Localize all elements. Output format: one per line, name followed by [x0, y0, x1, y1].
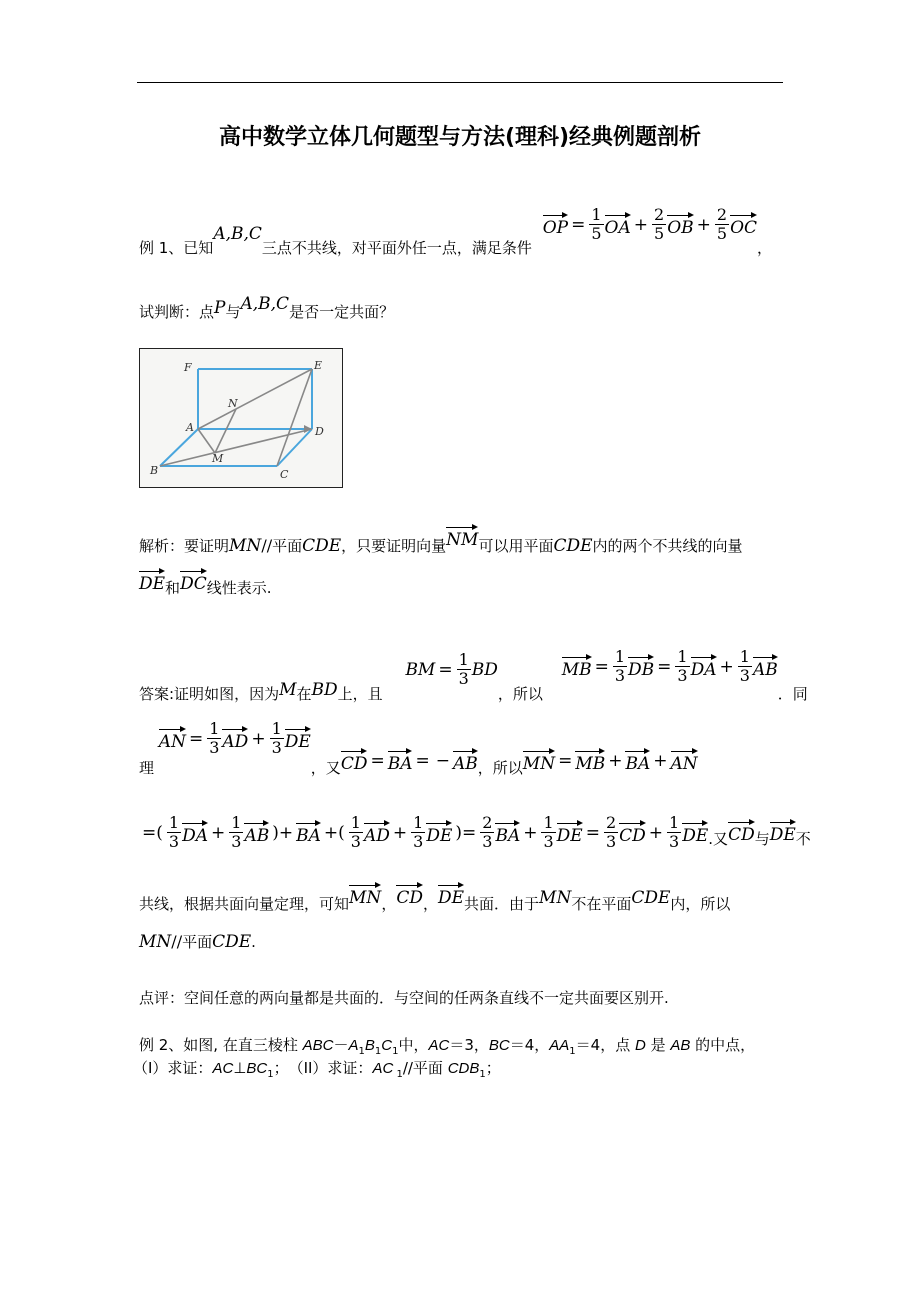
page-title: 高中数学立体几何题型与方法(理科)经典例题剖析 [218, 125, 702, 150]
line-am [198, 429, 215, 453]
example-1-question: 试判断：点P与A,B,C是否一定共面？ [139, 294, 395, 321]
answer-line-3: =( $\frac{1}{3}$ DA + $\frac{1}{3}$ AB )+ BA +( $\frac{1}{3}$ AD + $\frac{1}{3}$ DE )= $\frac{2}{3}$ BA + $\frac{1}{3}$ DE = $\frac{2}{3}$ CD + $\frac{1}{3}$ DE .又CD与DE不 [139, 808, 811, 858]
label-d: D [315, 425, 324, 438]
example-2-line-1: 例 2、如图, 在直三棱柱 $ABC-A_1B_1C_1$中，AC＝3，BC＝4，$AA_1=4$，点 D 是 AB 的中点， [139, 1036, 756, 1057]
planes [160, 369, 312, 466]
answer-line-5: MN//平面CDE. [139, 932, 256, 952]
mb-formula: MB = $\frac{1}{3}$ DB = $\frac{1}{3}$ DA + $\frac{1}{3}$ AB [561, 647, 778, 685]
mn-formula: MN = MB + BA + AN [523, 748, 698, 774]
line-ec [277, 369, 312, 466]
construction-lines [160, 369, 312, 466]
vec-dc: DC [180, 568, 207, 594]
label-a: A [186, 421, 194, 434]
frac-3: $\frac{2}{5}$ [716, 205, 728, 243]
edge-ab [160, 429, 198, 466]
ex1-formula: OP = $\frac{1}{5}$ OA + $\frac{2}{5}$ OB + $\frac{2}{5}$ OC [542, 205, 758, 243]
label-n: N [228, 397, 238, 410]
expanded-formula: =( $\frac{1}{3}$ DA + $\frac{1}{3}$ AB )+ BA +( $\frac{1}{3}$ AD + $\frac{1}{3}$ DE )= $\frac{2}{3}$ BA + $\frac{1}{3}$ DE = $\frac{2}{3}$ CD + $\frac{1}{3}$ DE [142, 813, 709, 851]
cd-formula: CD = BA = − AB [341, 748, 478, 774]
an-formula: AN = $\frac{1}{3}$ AD + $\frac{1}{3}$ DE [158, 719, 311, 757]
answer-line-4: 共线，根据共面向量定理，可知MN，CD，DE共面．由于MN不在平面CDE内，所以 [139, 882, 730, 908]
frac-1: $\frac{1}{5}$ [591, 205, 602, 243]
line-ae [198, 369, 312, 429]
ex1-intro: 例 1、已知 [139, 238, 214, 257]
label-c: C [280, 468, 289, 481]
label-e: E [314, 359, 323, 372]
analysis-line-2: DE和DC线性表示. [139, 572, 271, 598]
vec-nm: NM [446, 524, 478, 550]
answer-line-2: 理 AN = $\frac{1}{3}$ AD + $\frac{1}{3}$ DE ，又 CD = BA = − AB ，所以 MN = MB + BA + AN [139, 719, 698, 777]
line-bd [160, 429, 312, 466]
vec-oc: OC [730, 212, 757, 238]
line-nm [215, 409, 236, 453]
vec-ob: OB [667, 212, 693, 238]
top-rule [137, 82, 783, 83]
example-1-statement: 例 1、已知A,B,C三点不共线，对平面外任一点，满足条件 OP = $\frac{1}{5}$ OA + $\frac{2}{5}$ OB + $\frac{2}{5}$ OC ， [139, 205, 773, 257]
label-f: F [184, 361, 192, 374]
edge-cd [277, 429, 312, 466]
comment: 点评：空间任意的两向量都是共面的．与空间的任两条直线不一定共面要区别开. [139, 989, 669, 1007]
vec-op: OP [543, 212, 568, 238]
vec-de: DE [139, 568, 165, 594]
answer-line-1: 答案:证明如图，因为M在BD上，且 BM = $\frac{1}{3}$ BD ，所以 MB = $\frac{1}{3}$ DB = $\frac{1}{3}$ DA + $\frac{1}{3}$ AB ．同 [139, 647, 808, 703]
figure-svg [140, 349, 342, 487]
label-b: B [150, 464, 159, 477]
example-2-line-2: （I）求证：$AC\perp BC_1$； （II）求证：AC $_1$//平面 $CDB_1$； [133, 1059, 501, 1080]
analysis-line-1: 解析：要证明MN//平面CDE，只要证明向量NM可以用平面CDE内的两个不共线的向量 [139, 530, 743, 556]
ex1-text: 三点不共线，对平面外任一点，满足条件 [261, 238, 532, 257]
ex1-points: A,B,C [213, 223, 262, 244]
geometry-figure [139, 348, 343, 488]
label-m: M [212, 452, 224, 465]
vec-oa: OA [605, 212, 631, 238]
bm-formula: BM = $\frac{1}{3}$ BD [405, 650, 498, 688]
frac-2: $\frac{2}{5}$ [654, 205, 665, 243]
